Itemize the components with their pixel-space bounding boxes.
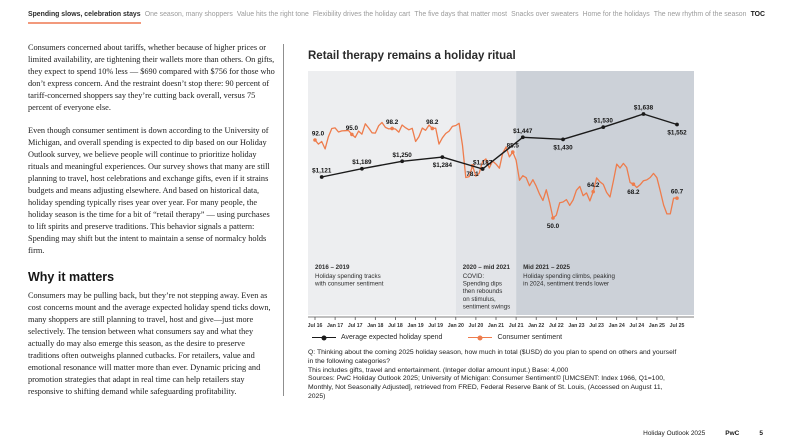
svg-text:64.2: 64.2 bbox=[587, 182, 600, 190]
paragraph-tariffs: Consumers concerned about tariffs, whether because of higher prices or limited availability, are tightening their wallets more than others. On gifts, they expect to spend 10% less — $690 compared with $756 for those who don’t express concern. And the restraint doesn’t stop there: 90 percent of tariff-concerned shoppers say they’re cutting back overall, versus 75 percent of everyone else. bbox=[28, 43, 275, 112]
svg-text:Jul 20: Jul 20 bbox=[468, 323, 484, 329]
tab-one-season-many-shoppers[interactable]: One season, many shoppers bbox=[144, 11, 233, 18]
footnote-base: This includes gifts, travel and entertainment. (Integer dollar amount input.) Base: 4,000 bbox=[308, 366, 569, 374]
legend-item-average-expected-holiday-spend bbox=[312, 334, 442, 341]
section-heading-why-it-matters: Why it matters bbox=[28, 270, 115, 284]
spend-line-marker-icon bbox=[312, 337, 336, 339]
svg-text:Jul 22: Jul 22 bbox=[548, 323, 564, 329]
top-nav bbox=[28, 11, 765, 24]
tab-flexibility-drives-the-holiday-cart[interactable]: Flexibility drives the holiday cart bbox=[312, 11, 411, 18]
paragraph-sentiment: Even though consumer sentiment is down according to the University of Michigan, and overall spending is expected to dip based on our Holiday Outlook survey, we believe people will continue to prioritize holiday rituals and meaningful experiences. Our survey shows that many are still planning to travel, host celebrations and exchange gifts, even if it strains budgets and means adjusting elsewhere. And based on historical data, holiday spending typically rises year over year. For many people, the holiday season is the time for a bit of “retail therapy” — using purchases to lift spirits and preserve traditions. This behavior signals a pattern: Spending may shift but the intent to maintain a sense of normalcy holds firm. bbox=[28, 126, 270, 255]
svg-text:Jul 17: Jul 17 bbox=[347, 323, 363, 329]
svg-text:Jan 24: Jan 24 bbox=[608, 323, 625, 329]
svg-text:Jan 22: Jan 22 bbox=[528, 323, 545, 329]
svg-text:$1,189: $1,189 bbox=[352, 159, 372, 167]
report-title: Holiday Outlook 2025 bbox=[643, 430, 706, 437]
svg-text:Jul 18: Jul 18 bbox=[388, 323, 403, 329]
svg-text:Jul 16: Jul 16 bbox=[308, 323, 323, 329]
tab-home-for-the-holidays[interactable]: Home for the holidays bbox=[582, 11, 650, 18]
paragraph-why-it-matters: Consumers may be pulling back, but they’re not stepping away. Even as cost concerns mount and the average expected holiday spend ticks down, many shoppers are still planning to travel, host and give—just more selectively. The tension between what consumers say and what they actually do may also emerge this season, as the desire to preserve traditions often outweighs planned cutbacks. For retailers, value and emotional resonance will matter more than ever. Dynamic pricing and promotion strategies that adapt in real time can help retailers stay responsive to shifting demand while safeguarding profitability. bbox=[28, 291, 271, 396]
svg-text:Jul 24: Jul 24 bbox=[629, 323, 645, 329]
svg-text:Jul 25: Jul 25 bbox=[669, 323, 685, 329]
svg-text:in 2024, sentiment trends lowe: in 2024, sentiment trends lower bbox=[523, 280, 610, 288]
svg-text:$1,552: $1,552 bbox=[667, 129, 687, 137]
tab-the-new-rhythm-of-the-season[interactable]: The new rhythm of the season bbox=[653, 11, 747, 18]
svg-text:$1,530: $1,530 bbox=[593, 117, 613, 125]
tab-toc[interactable]: TOC bbox=[750, 11, 765, 18]
svg-text:$1,447: $1,447 bbox=[513, 127, 533, 135]
brand-pwc: PwC bbox=[725, 430, 740, 437]
svg-text:on stimulus,: on stimulus, bbox=[462, 295, 496, 303]
svg-text:Holiday spending climbs, peaki: Holiday spending climbs, peaking bbox=[523, 273, 615, 280]
svg-text:Jan 19: Jan 19 bbox=[407, 323, 424, 329]
svg-text:Holiday spending tracks: Holiday spending tracks bbox=[315, 273, 381, 280]
svg-text:92.0: 92.0 bbox=[311, 130, 325, 138]
svg-text:with consumer sentiment: with consumer sentiment bbox=[315, 280, 384, 288]
svg-text:$1,250: $1,250 bbox=[392, 151, 412, 159]
svg-text:98.2: 98.2 bbox=[426, 118, 439, 126]
legend-item-consumer-sentiment bbox=[468, 334, 562, 341]
svg-text:$1,284: $1,284 bbox=[432, 162, 453, 170]
svg-text:Jan 21: Jan 21 bbox=[487, 323, 505, 329]
tab-snacks-over-sweaters[interactable]: Snacks over sweaters bbox=[511, 11, 579, 18]
svg-text:2020 – mid 2021: 2020 – mid 2021 bbox=[462, 264, 510, 271]
svg-text:95.0: 95.0 bbox=[345, 124, 359, 132]
svg-text:Jan 20: Jan 20 bbox=[447, 323, 464, 329]
footnote-question: Q: Thinking about the coming 2025 holiday season, how much in total ($USD) do you plan to spend on others and yourself in the following categories? bbox=[308, 349, 677, 365]
svg-text:sentiment swings: sentiment swings bbox=[462, 303, 511, 311]
legend-label: Consumer sentiment bbox=[497, 334, 563, 341]
svg-text:60.7: 60.7 bbox=[670, 188, 684, 196]
chart-footnotes bbox=[308, 349, 680, 402]
footnote-sources: Sources: PwC Holiday Outlook 2025; University of Michigan: Consumer Sentiment© [UMCSENT: Index 1966, Q1=100, Monthly, Not Seasonally Adjusted], retrieved from FRED, Federal Reserve Bank of St. Louis, (Accessed on August 11, 2025) bbox=[308, 375, 665, 400]
legend-label: Average expected holiday spend bbox=[341, 334, 443, 341]
svg-text:COVID:: COVID: bbox=[462, 273, 485, 280]
svg-text:98.2: 98.2 bbox=[385, 118, 399, 126]
svg-text:Jan 23: Jan 23 bbox=[568, 323, 585, 329]
tab-the-five-days-that-matter-most[interactable]: The five days that matter most bbox=[414, 11, 507, 18]
svg-text:Jan 18: Jan 18 bbox=[367, 323, 384, 329]
sentiment-line-marker-icon bbox=[468, 337, 492, 339]
page-number: 5 bbox=[759, 430, 763, 437]
svg-text:$1,187: $1,187 bbox=[472, 159, 493, 167]
column-divider bbox=[283, 44, 284, 396]
svg-text:50.0: 50.0 bbox=[546, 223, 560, 230]
svg-text:$1,430: $1,430 bbox=[553, 144, 573, 152]
svg-text:85.5: 85.5 bbox=[506, 142, 519, 150]
svg-text:$1,638: $1,638 bbox=[633, 104, 654, 112]
svg-text:Jan 25: Jan 25 bbox=[648, 323, 665, 329]
svg-text:78.1: 78.1 bbox=[466, 170, 479, 178]
svg-text:$1,121: $1,121 bbox=[312, 167, 332, 175]
tab-value-hits-the-right-tone[interactable]: Value hits the right tone bbox=[236, 11, 309, 18]
tab-spending-slows-celebration-stays[interactable]: Spending slows, celebration stays bbox=[28, 11, 141, 24]
svg-text:Jul 19: Jul 19 bbox=[428, 323, 444, 329]
article-column bbox=[28, 42, 275, 409]
svg-text:2016 – 2019: 2016 – 2019 bbox=[315, 264, 350, 271]
retail-therapy-line-chart bbox=[308, 71, 694, 331]
svg-text:then rebounds: then rebounds bbox=[462, 288, 503, 296]
svg-text:Jul 23: Jul 23 bbox=[589, 323, 604, 329]
chart-title: Retail therapy remains a holiday ritual bbox=[308, 50, 516, 62]
svg-text:Jan 17: Jan 17 bbox=[327, 323, 344, 329]
svg-text:Jul 21: Jul 21 bbox=[508, 323, 524, 329]
page-footer bbox=[643, 430, 763, 437]
chart-panel bbox=[308, 50, 783, 402]
chart-legend bbox=[312, 334, 783, 341]
svg-text:Spending dips: Spending dips bbox=[462, 280, 502, 288]
svg-text:Mid 2021 – 2025: Mid 2021 – 2025 bbox=[523, 264, 570, 271]
svg-text:68.2: 68.2 bbox=[627, 189, 640, 197]
